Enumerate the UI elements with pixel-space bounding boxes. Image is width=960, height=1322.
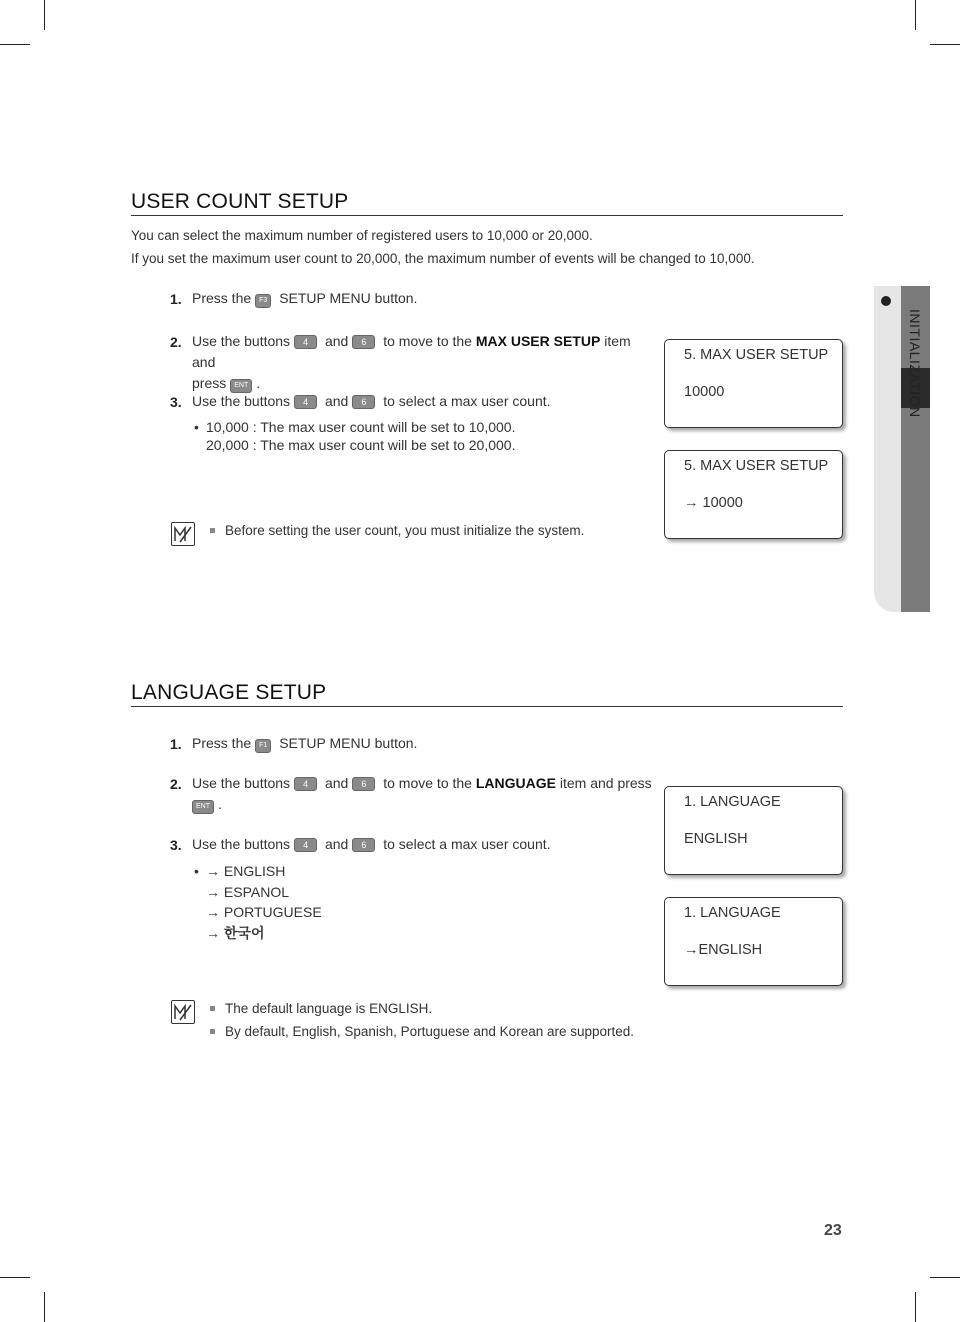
key-4-icon: 4 xyxy=(294,777,317,791)
lcd-line: → 10000 xyxy=(684,495,743,511)
key-6-icon: 6 xyxy=(352,335,375,349)
side-section-tab xyxy=(874,286,930,612)
lcd-line: →ENGLISH xyxy=(684,942,763,958)
key-4-icon: 4 xyxy=(294,335,317,349)
bullet-dot-icon: • xyxy=(194,419,199,435)
intro-text: If you set the maximum user count to 20,000, the maximum number of events will be changed to 10,000. xyxy=(131,251,755,266)
step-text: Use the buttons 4 and 6 to select a max user count. xyxy=(192,836,551,852)
lcd-display xyxy=(664,339,843,428)
bullet-dot-icon xyxy=(881,296,891,306)
language-option: → PORTUGUESE xyxy=(206,904,322,920)
key-6-icon: 6 xyxy=(352,838,375,852)
intro-text: You can select the maximum number of registered users to 10,000 or 20,000. xyxy=(131,228,593,243)
lcd-display xyxy=(664,786,843,875)
language-option: → 한국어 xyxy=(206,925,265,941)
note-icon xyxy=(171,522,195,546)
key-6-icon: 6 xyxy=(352,777,375,791)
language-option: → ENGLISH xyxy=(206,863,286,879)
step-text: Use the buttons 4 and 6 to select a max user count. xyxy=(192,393,551,409)
lcd-line: 5. MAX USER SETUP xyxy=(684,458,829,474)
language-section-title: LANGUAGE SETUP xyxy=(131,681,843,707)
crop-mark xyxy=(44,0,45,30)
step-number: 1. xyxy=(170,291,182,307)
crop-mark xyxy=(930,44,960,45)
step-text: Press the F1 SETUP MENU button. xyxy=(192,735,418,751)
enter-key-icon: ENT xyxy=(230,379,252,393)
page-number: 23 xyxy=(824,1222,842,1239)
user-count-section-title: USER COUNT SETUP xyxy=(131,190,843,216)
enter-key-icon: ENT xyxy=(192,800,214,814)
step-number: 1. xyxy=(170,736,182,752)
lcd-line: 5. MAX USER SETUP xyxy=(684,347,829,363)
step-text: Use the buttons 4 and 6 to move to the LANGUAGE item and press ENT . xyxy=(192,775,652,812)
lcd-display xyxy=(664,897,843,986)
step-text: Use the buttons 4 and 6 to move to the MAX USER SETUP item and press ENT . xyxy=(192,333,631,391)
crop-mark xyxy=(0,44,30,45)
key-4-icon: 4 xyxy=(294,838,317,852)
step-number: 3. xyxy=(170,394,182,410)
lcd-display xyxy=(664,450,843,539)
step-number: 2. xyxy=(170,776,182,792)
crop-mark xyxy=(915,1292,916,1322)
f1-key-icon: F1 xyxy=(255,739,271,753)
key-6-icon: 6 xyxy=(352,395,375,409)
step-text: Press the F3 SETUP MENU button. xyxy=(192,290,418,306)
step-number: 3. xyxy=(170,837,182,853)
crop-mark xyxy=(44,1292,45,1322)
f3-key-icon: F3 xyxy=(255,294,271,308)
step-number: 2. xyxy=(170,334,182,350)
crop-mark xyxy=(915,0,916,30)
note-text: Before setting the user count, you must initialize the system. xyxy=(210,523,584,538)
note-icon xyxy=(171,1000,195,1024)
section-tab-label: INITIALIZATION xyxy=(907,309,923,418)
lcd-line: ENGLISH xyxy=(684,831,748,847)
lcd-line: 10000 xyxy=(684,384,725,400)
note-text: By default, English, Spanish, Portuguese and Korean are supported. xyxy=(210,1024,634,1039)
option-description: 10,000 : The max user count will be set to 10,000. xyxy=(206,419,516,435)
crop-mark xyxy=(0,1277,30,1278)
key-4-icon: 4 xyxy=(294,395,317,409)
option-description: 20,000 : The max user count will be set to 20,000. xyxy=(206,437,516,453)
language-option: → ESPANOL xyxy=(206,884,289,900)
lcd-line: 1. LANGUAGE xyxy=(684,905,781,921)
bullet-dot-icon: • xyxy=(194,863,199,879)
crop-mark xyxy=(930,1277,960,1278)
lcd-line: 1. LANGUAGE xyxy=(684,794,781,810)
note-text: The default language is ENGLISH. xyxy=(210,1001,432,1016)
